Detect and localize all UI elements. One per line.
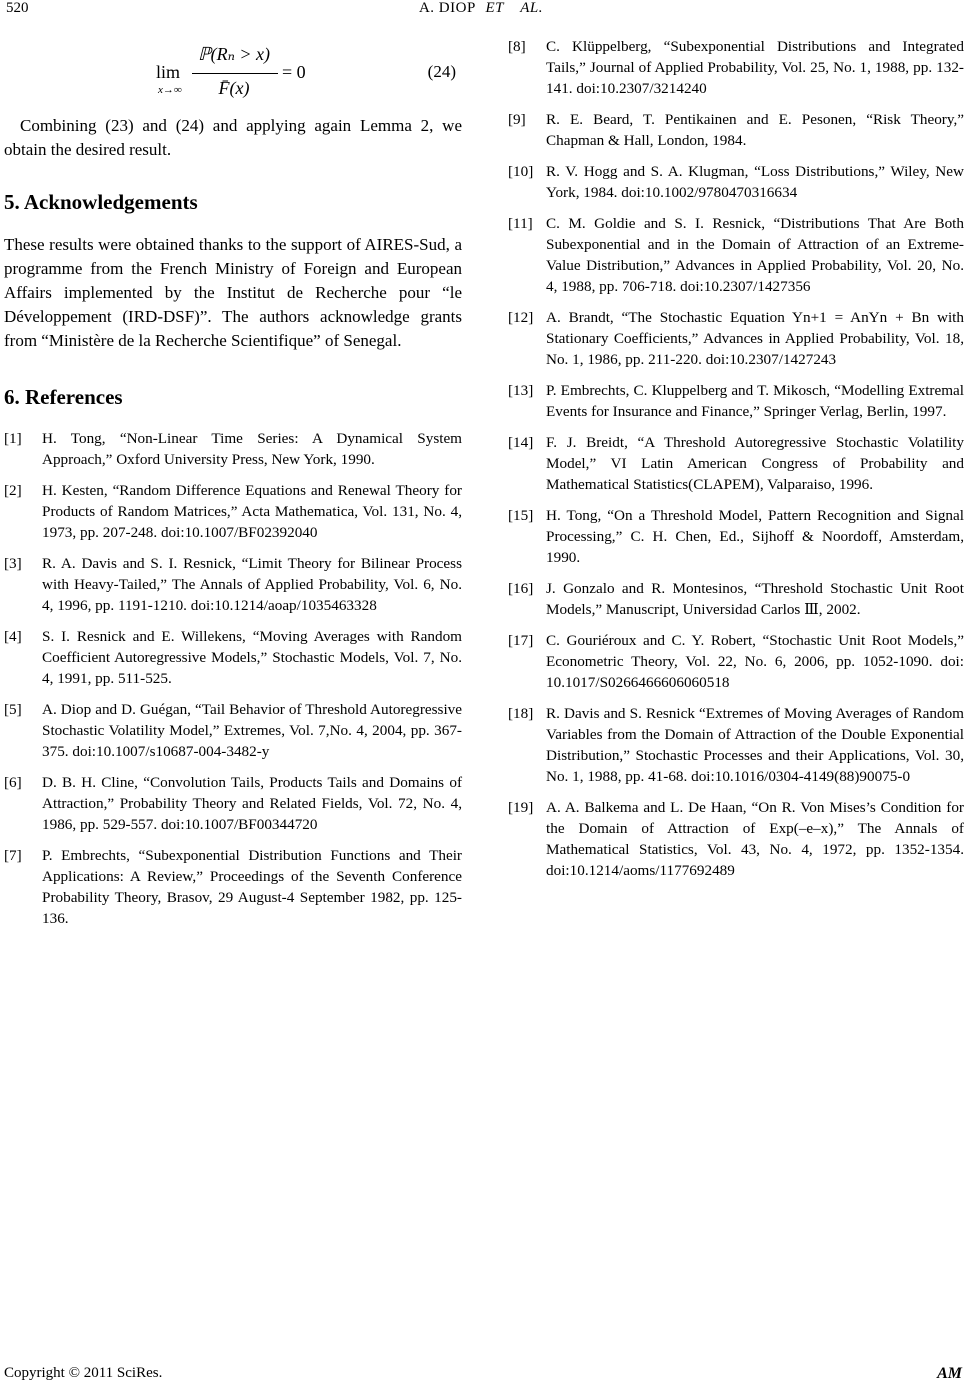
reference-item [4,845,462,929]
reference-item [508,109,964,151]
reference-number: [1] [4,430,22,447]
reference-item [508,505,964,568]
reference-item [508,797,964,881]
reference-number: [9] [508,111,526,128]
equation-denominator: F̄(x) [218,78,250,98]
page-number: 520 [6,0,29,16]
running-head-al: AL. [520,0,544,16]
reference-list-left [4,428,462,929]
acknowledgements-paragraph: These results were obtained thanks to the support of AIRES-Sud, a programme from the French Ministry of Foreign and European Affairs implemented by the Institut de Recherche pour “le Développement (IRD-DSF)”. The authors acknowledge grants from “Ministère de la Recherche Scientifique” of Senegal. [4,235,462,350]
copyright-notice: Copyright © 2011 SciRes. [4,1365,163,1381]
reference-number: [7] [4,847,22,864]
reference-number: [13] [508,382,534,399]
reference-number: [2] [4,482,22,499]
reference-text: A. Diop and D. Guégan, “Tail Behavior of Threshold Autoregressive Stochastic Volatility Model,” Extremes, Vol. 7,No. 4, 2004, pp. 367-375. doi:10.1007/s10687-004-3482-y [42,701,462,760]
reference-item [4,772,462,835]
reference-text: C. Gouriéroux and C. Y. Robert, “Stochastic Unit Root Models,” Econometric Theory, Vol. 22, No. 6, 2006, pp. 1052-1090. doi: 10.1017/S0266466606060518 [546,632,964,691]
reference-number: [10] [508,163,534,180]
reference-item [508,36,964,99]
reference-text: C. Klüppelberg, “Subexponential Distributions and Integrated Tails,” Journal of Applied Probability, Vol. 25, No. 1, 1988, pp. 132-141. doi:10.2307/3214240 [546,38,964,97]
acknowledgements-heading: 5. Acknowledgements [4,190,198,214]
reference-number: [4] [4,628,22,645]
right-column [508,40,964,891]
reference-number: [11] [508,215,533,232]
reference-number: [16] [508,580,534,597]
reference-number: [3] [4,555,22,572]
equation-label: (24) [427,62,456,81]
reference-text: R. Davis and S. Resnick “Extremes of Moving Averages of Random Variables from the Domain of Attraction of the Double Exponential Distribution,” Stochastic Processes and their Applications, Vol. 30, No. 1, 1988, pp. 41-68. doi:10.1016/0304-4149(88)90075-0 [546,705,964,785]
reference-text: F. J. Breidt, “A Threshold Autoregressive Stochastic Volatility Model,” VI Latin American Congress of Probability and Mathematical Statistics(CLAPEM), Valparaiso, 1996. [546,434,964,493]
reference-item [508,630,964,693]
reference-number: [17] [508,632,534,649]
equation-24 [4,40,462,100]
reference-item [4,626,462,689]
reference-text: J. Gonzalo and R. Montesinos, “Threshold Stochastic Unit Root Models,” Manuscript, Universidad Carlos Ⅲ, 2002. [546,580,964,618]
reference-item [4,428,462,470]
equation-subscript: x→∞ [158,84,182,96]
reference-number: [8] [508,38,526,55]
reference-text: P. Embrechts, C. Kluppelberg and T. Mikosch, “Modelling Extremal Events for Insurance and Finance,” Springer Verlag, Berlin, 1997. [546,382,964,420]
reference-item [508,380,964,422]
reference-item [508,213,964,297]
equation-operator: lim [156,62,181,82]
reference-item [508,307,964,370]
intro-paragraph: Combining (23) and (24) and applying again Lemma 2, we obtain the desired result. [4,116,462,159]
left-column [4,40,462,939]
reference-item [4,480,462,543]
reference-text: R. E. Beard, T. Pentikainen and E. Pesonen, “Risk Theory,” Chapman & Hall, London, 1984. [546,111,964,149]
reference-item [508,578,964,620]
reference-text: D. B. H. Cline, “Convolution Tails, Products Tails and Domains of Attraction,” Probability Theory and Related Fields, Vol. 72, No. 4, 1986, pp. 529-557. doi:10.1007/BF00344720 [42,774,462,833]
reference-text: H. Tong, “On a Threshold Model, Pattern Recognition and Signal Processing,” C. H. Chen, Ed., Sijhoff & Noordoff, Amsterdam, 1990. [546,507,964,566]
reference-text: R. A. Davis and S. I. Resnick, “Limit Theory for Bilinear Process with Heavy-Tailed,” The Annals of Applied Probability, Vol. 6, No. 4, 1996, pp. 1191-1210. doi:10.1214/aoap/1035463328 [42,555,462,614]
equation-rhs: = 0 [282,62,306,82]
running-head-author: A. DIOP [418,0,476,16]
reference-item [508,161,964,203]
running-head [0,0,968,17]
reference-number: [18] [508,705,534,722]
reference-number: [5] [4,701,22,718]
fraction-bar [192,73,278,74]
journal-abbrev: AM [937,1365,962,1382]
reference-text: H. Tong, “Non-Linear Time Series: A Dynamical System Approach,” Oxford University Press, New York, 1990. [42,430,462,468]
reference-text: R. V. Hogg and S. A. Klugman, “Loss Distributions,” Wiley, New York, 1984. doi:10.1002/9780470316634 [546,163,964,201]
reference-text: S. I. Resnick and E. Willekens, “Moving Averages with Random Coefficient Autoregressive Models,” Stochastic Models, Vol. 7, No. 4, 1991, pp. 511-525. [42,628,462,687]
reference-text: H. Kesten, “Random Difference Equations and Renewal Theory for Products of Random Matrices,” Acta Mathematica, Vol. 131, No. 4, 1973, pp. 207-248. doi:10.1007/BF02392040 [42,482,462,541]
page-header [0,0,968,24]
reference-number: [19] [508,799,534,816]
reference-text: C. M. Goldie and S. I. Resnick, “Distributions That Are Both Subexponential and in the Domain of Attraction of an Extreme-Value Distribution,” Advances in Applied Probability, Vol. 20, No. 4, 1988, pp. 706-718. doi:10.2307/1427356 [546,215,964,295]
reference-number: [14] [508,434,534,451]
reference-number: [6] [4,774,22,791]
reference-text: P. Embrechts, “Subexponential Distribution Functions and Their Applications: A Review,” Proceedings of the Seventh Conference Probability Theory, Brasov, 29 August-4 September 1982, pp. 125-136. [42,847,462,927]
reference-item [508,703,964,787]
reference-item [508,432,964,495]
reference-text: A. Brandt, “The Stochastic Equation Yn+1 = AnYn + Bn with Stationary Coefficients,” Advances in Applied Probability, Vol. 18, No. 1, 1986, pp. 211-220. doi:10.2307/1427243 [546,309,964,368]
reference-number: [15] [508,507,534,524]
reference-item [4,699,462,762]
running-head-et: ET [485,0,505,16]
references-heading: 6. References [4,385,123,409]
reference-list-right [508,36,964,881]
reference-number: [12] [508,309,534,326]
reference-item [4,553,462,616]
reference-text: A. A. Balkema and L. De Haan, “On R. Von Mises’s Condition for the Domain of Attraction of Exp(–e–x),” The Annals of Mathematical Statistics, Vol. 43, No. 4, 1972, pp. 1352-1354. doi:10.1214/aoms/1177692489 [546,799,964,879]
equation-numerator: ℙ(Rₙ > x) [197,44,271,64]
